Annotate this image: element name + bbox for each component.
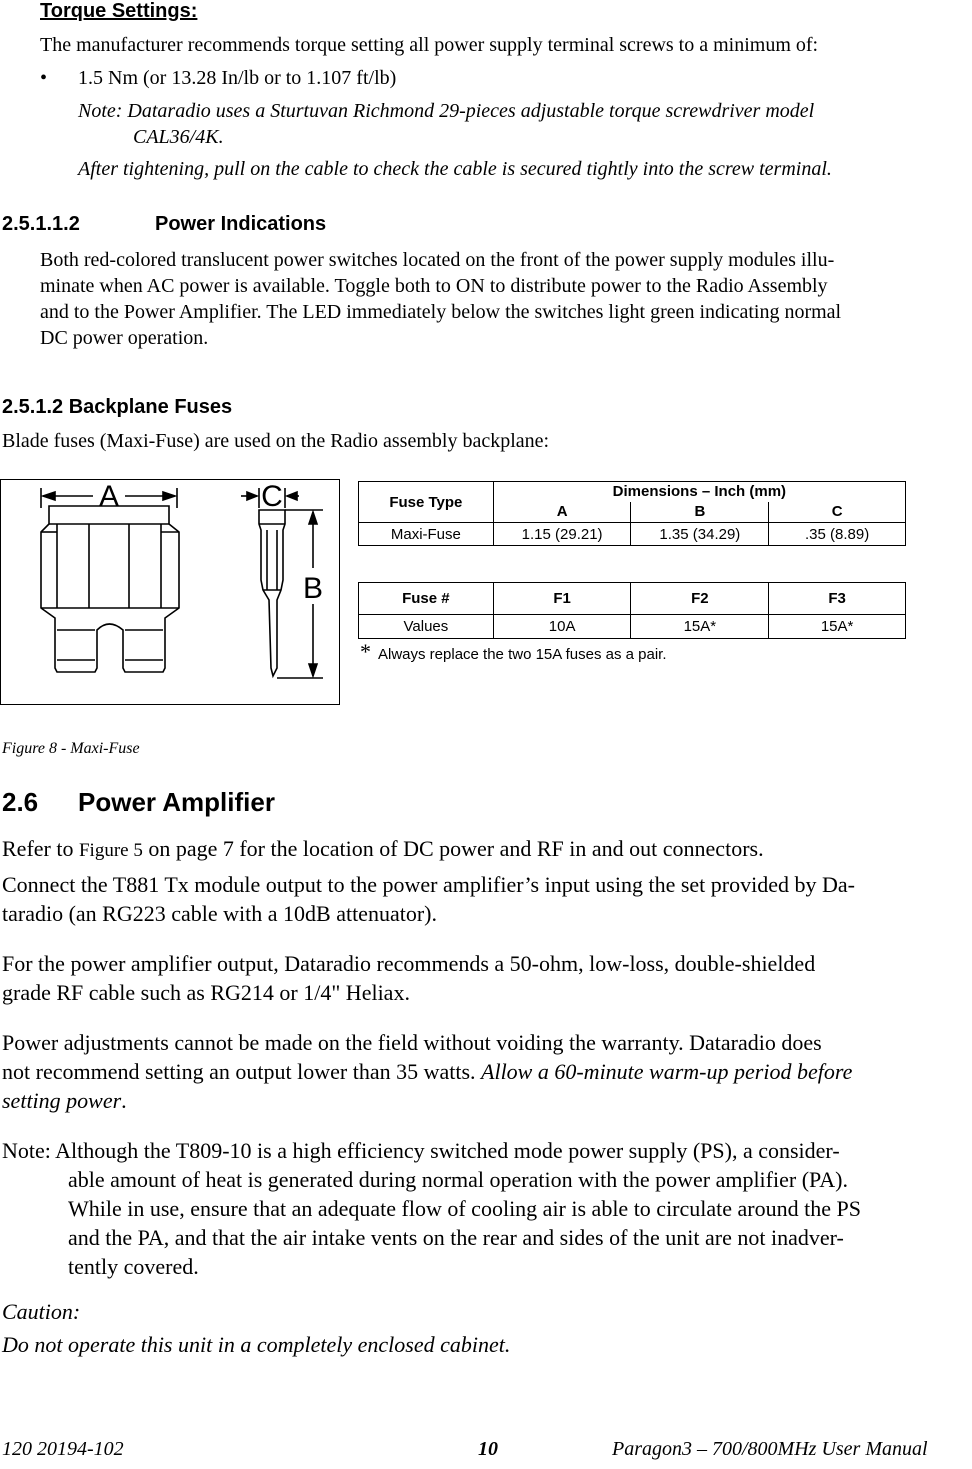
amplifier-adjust-line-3 — [2, 1086, 127, 1115]
fuse-values-label: Values — [359, 615, 494, 639]
backplane-intro: Blade fuses (Maxi-Fuse) are used on the Radio assembly backplane: — [2, 430, 550, 452]
dimensions-header: Dimensions – Inch (mm) — [493, 482, 905, 502]
power-indications-line-3: and to the Power Amplifier. The LED immediately below the switches light green indicating normal — [40, 301, 842, 323]
backplane-heading: 2.5.1.2 Backplane Fuses — [2, 396, 233, 418]
torque-bullet-marker: • — [40, 67, 48, 89]
fuse-f2-header: F2 — [631, 583, 769, 615]
dimension-value-a: 1.15 (29.21) — [493, 523, 631, 546]
reference-text-b: on page 7 for the location of DC power and RF in and out connectors. — [142, 836, 764, 861]
amplifier-note-line-4: and the PA, and that the air intake vents on the rear and sides of the unit are not inadver- — [68, 1225, 844, 1250]
amplifier-note-line-5: tently covered. — [68, 1254, 199, 1279]
amplifier-connect-line-2: taradio (an RG223 cable with a 10dB attenuator). — [2, 901, 437, 926]
fuse-note-text: Always replace the two 15A fuses as a pair. — [378, 646, 667, 663]
fuse-f3-value: 15A* — [769, 615, 906, 639]
fuse-f3-header: F3 — [769, 583, 906, 615]
amplifier-adjust-line-2 — [2, 1057, 852, 1086]
caution-text: Do not operate this unit in a completely enclosed cabinet. — [2, 1332, 511, 1357]
torque-after: After tightening, pull on the cable to check the cable is secured tightly into the screw terminal. — [78, 158, 832, 180]
footer-manual-title: Paragon3 – 700/800MHz User Manual — [612, 1438, 928, 1460]
amplifier-note-line-3: While in use, ensure that an adequate flow of cooling air is able to circulate around the PS — [68, 1196, 861, 1221]
figure-label-c: C — [261, 480, 283, 513]
fuse-f2-value: 15A* — [631, 615, 769, 639]
power-indications-line-1: Both red-colored translucent power switches located on the front of the power supply modules illu- — [40, 249, 835, 271]
amplifier-output-line-2: grade RF cable such as RG214 or 1/4" Heliax. — [2, 980, 410, 1005]
reference-text-a: Refer to — [2, 836, 79, 861]
torque-note-line1: Note: Dataradio uses a Sturtuvan Richmond 29-pieces adjustable torque screwdriver model — [78, 100, 815, 122]
amplifier-note-line-1: Note: Although the T809-10 is a high efficiency switched mode power supply (PS), a consider- — [2, 1138, 840, 1163]
setting-power-period: . — [121, 1088, 127, 1113]
figure-label-b: B — [302, 572, 324, 605]
dimension-col-c: C — [769, 502, 906, 523]
amplifier-number: 2.6 — [2, 787, 39, 817]
dimensions-table — [358, 481, 906, 546]
amplifier-output-line-1: For the power amplifier output, Dataradio recommends a 50-ohm, low-loss, double-shielded — [2, 951, 816, 976]
dimension-col-a: A — [493, 502, 631, 523]
maxi-fuse-figure — [0, 479, 340, 705]
dimension-col-b: B — [631, 502, 769, 523]
amplifier-reference — [2, 834, 764, 865]
torque-heading: Torque Settings: — [40, 0, 198, 22]
dimension-value-b: 1.35 (34.29) — [631, 523, 769, 546]
fuse-f1-header: F1 — [493, 583, 631, 615]
figure-caption: Figure 8 - Maxi-Fuse — [2, 740, 140, 757]
torque-bullet: 1.5 Nm (or 13.28 In/lb or to 1.107 ft/lb) — [78, 67, 397, 89]
adjust-text: not recommend setting an output lower than 35 watts. — [2, 1059, 482, 1084]
fuse-f1-value: 10A — [493, 615, 631, 639]
footer-doc-number: 120 20194-102 — [2, 1438, 124, 1460]
setting-power-text: setting power — [2, 1088, 122, 1113]
maxi-fuse-drawing — [1, 480, 339, 704]
dimension-value-c: .35 (8.89) — [769, 523, 906, 546]
fuse-note-star: * — [360, 639, 371, 664]
power-indications-number: 2.5.1.1.2 — [2, 213, 80, 235]
fuse-type-header: Fuse Type — [359, 482, 494, 523]
footer-page-number: 10 — [478, 1438, 498, 1460]
amplifier-connect-line-1: Connect the T881 Tx module output to the power amplifier’s input using the set provided by Da- — [2, 872, 855, 897]
torque-note-line2: CAL36/4K. — [133, 126, 224, 148]
fuse-number-header: Fuse # — [359, 583, 494, 615]
amplifier-adjust-line-1: Power adjustments cannot be made on the field without voiding the warranty. Dataradio does — [2, 1030, 822, 1055]
dimension-row-type: Maxi-Fuse — [359, 523, 494, 546]
power-indications-line-2: minate when AC power is available. Toggle both to ON to distribute power to the Radio Assembly — [40, 275, 828, 297]
fuse-values-table — [358, 582, 906, 639]
amplifier-note-line-2: able amount of heat is generated during normal operation with the power amplifier (PA). — [68, 1167, 848, 1192]
power-indications-title: Power Indications — [155, 213, 327, 235]
power-indications-line-4: DC power operation. — [40, 327, 209, 349]
amplifier-title: Power Amplifier — [78, 787, 275, 817]
figure-label-a: A — [98, 480, 120, 513]
caution-label: Caution: — [2, 1299, 81, 1324]
torque-intro: The manufacturer recommends torque setting all power supply terminal screws to a minimum of: — [40, 34, 819, 56]
figure-5-link[interactable]: Figure 5 — [78, 840, 143, 861]
warm-up-text: Allow a 60-minute warm-up period before — [481, 1059, 853, 1084]
